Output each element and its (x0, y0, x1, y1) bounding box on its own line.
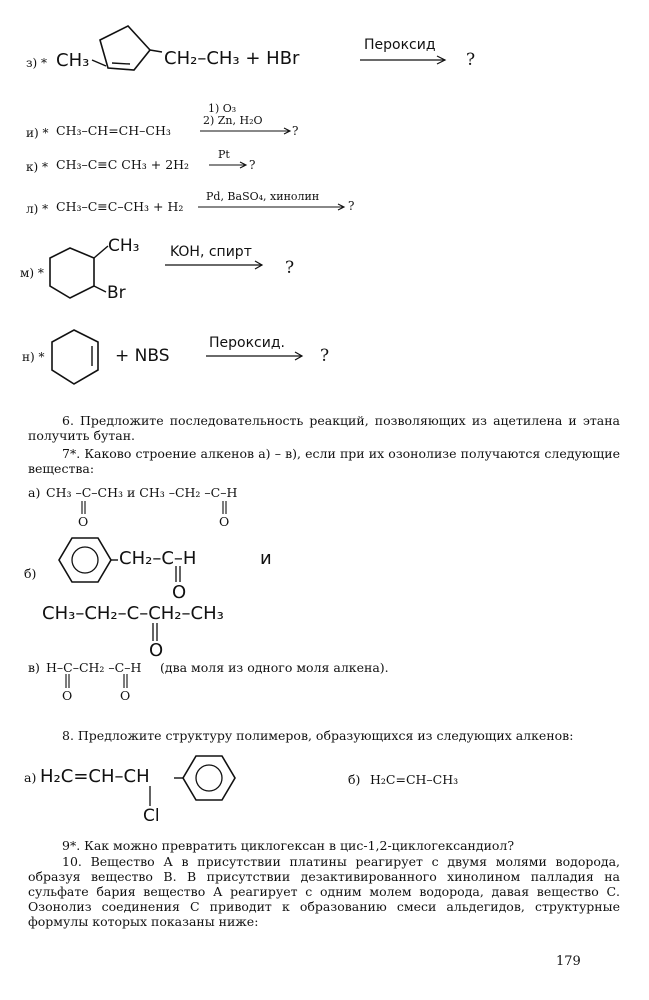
task-7a-label: а) (28, 485, 41, 500)
reaction-i-formula: CH₃–CH=CH–CH₃ (56, 123, 171, 138)
reaction-l-condition: Pd, BaSO₄, хинолин (206, 190, 320, 203)
reaction-m-ch3: CH₃ (108, 236, 140, 256)
task-8: 8. Предложите структуру полимеров, образующихся из следующих алкенов: (62, 728, 574, 743)
benzene-ring-b (59, 538, 111, 582)
page-number: 179 (556, 954, 581, 969)
reaction-i-question: ? (292, 124, 299, 138)
reaction-k-condition: Pt (218, 148, 230, 161)
reaction-i-condition-1: 1) O₃ (208, 102, 237, 115)
reaction-z-question: ? (466, 50, 476, 70)
reaction-k-question: ? (249, 158, 256, 172)
reaction-n-label: н) * (22, 350, 45, 364)
reaction-m-label: м) * (20, 266, 44, 280)
task-8b-label: б) (348, 772, 361, 787)
reaction-n-question: ? (320, 346, 330, 366)
reaction-z-condition: Пероксид (364, 37, 436, 53)
task-7c-oxygen-1: O (62, 688, 73, 703)
task-8b-formula: H₂C=CH–CH₃ (370, 772, 459, 787)
ring-bond-ch2 (150, 50, 162, 52)
task-7b-oxygen-2: O (149, 640, 164, 661)
reaction-n-condition: Пероксид. (209, 335, 285, 351)
reaction-k-label: к) * (26, 160, 48, 174)
reaction-k-formula: CH₃–C≡C CH₃ + 2H₂ (56, 157, 190, 172)
task-7b-oxygen-1: O (172, 582, 187, 603)
task-7b-and: и (260, 548, 272, 569)
task-8a-label: а) (24, 770, 37, 785)
reaction-i-condition-2: 2) Zn, H₂O (203, 114, 263, 127)
reaction-l-question: ? (348, 199, 355, 213)
ring-bond-ch3 (92, 60, 106, 66)
task-7b-label: б) (24, 566, 37, 581)
task-7c-oxygen-2: O (120, 688, 131, 703)
task-7-intro: 7*. Каково строение алкенов а) – в), если при их озонолизе получаются следующие вещества: (28, 446, 620, 476)
reaction-m-question: ? (285, 258, 295, 278)
task-9: 9*. Как можно превратить циклогексан в цис-1,2-циклогександиол? (62, 838, 515, 853)
task-10: 10. Вещество А в присутствии платины реагирует с двумя молями водорода, образуя вещество В. В присутствии дезактивированного хинолином палладия на сульфате бария вещество А реагирует с одним молем водорода, давая вещество С. Озонолиз соединения С приводит к образованию смеси альдегидов, структурные формулы которых показаны ниже: (28, 854, 620, 929)
task-7c-label: в) (28, 660, 40, 675)
reaction-n-nbs: + NBS (115, 346, 170, 366)
reaction-z-label: з) * (26, 56, 48, 70)
task-7a-formula: CH₃ –C–CH₃ и CH₃ –CH₂ –C–H (46, 485, 238, 500)
task-7c-formula: H–C–CH₂ –C–H (46, 660, 142, 675)
task-6: 6. Предложите последовательность реакций, позволяющих из ацетилена и этана получить бутан. (28, 413, 620, 443)
task-7a-oxygen-1: O (78, 514, 89, 529)
reaction-m-condition: KOH, спирт (170, 244, 252, 260)
cyclohexene-ring (52, 330, 98, 384)
reaction-z-ch3: CH₃ (56, 50, 90, 71)
reaction-l-label: л) * (26, 202, 49, 216)
reaction-i-label: и) * (26, 126, 49, 140)
reaction-z-rest: CH₂–CH₃ + HBr (164, 48, 300, 69)
cyclohexane-ring (50, 248, 94, 298)
task-7c-note: (два моля из одного моля алкена). (160, 660, 389, 675)
reaction-l-formula: CH₃–C≡C–CH₃ + H₂ (56, 199, 184, 214)
benzene-ring-8a (183, 756, 235, 800)
cyclopentene-double-bond (112, 63, 130, 64)
task-7b-formula-2: CH₃–CH₂–C–CH₂–CH₃ (42, 603, 224, 624)
task-7a-oxygen-2: O (219, 514, 230, 529)
task-7b-formula-1: CH₂–C–H (119, 548, 197, 569)
task-8a-cl: Cl (143, 806, 160, 826)
reaction-m-br: Br (107, 283, 126, 303)
task-8a-formula: H₂C=CH–CH (40, 766, 150, 787)
